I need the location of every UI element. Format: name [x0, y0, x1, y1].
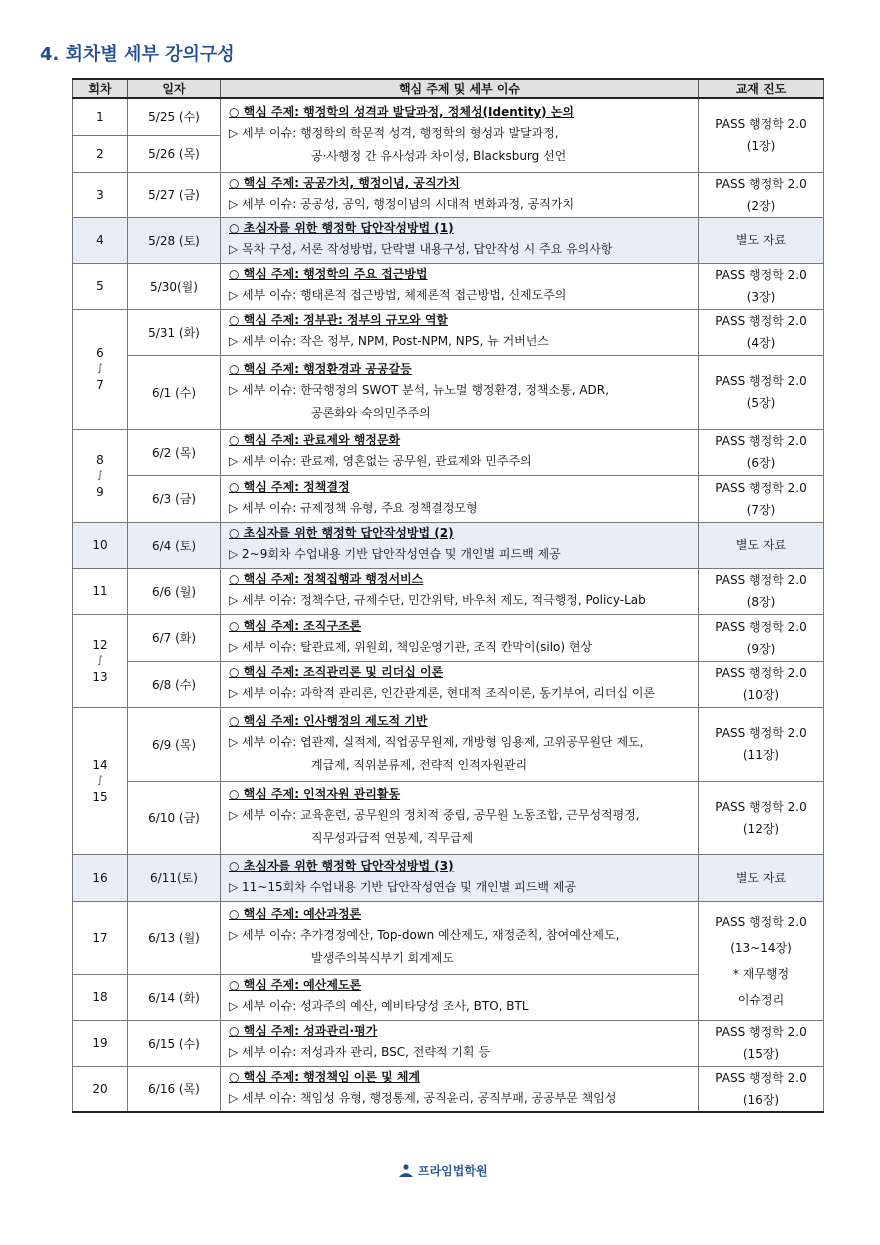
detail-issue-continued: 공·사행정 간 유사성과 차이성, Blacksburg 선언: [311, 148, 567, 163]
textbook-cell: [699, 781, 824, 854]
topic-cell: [221, 263, 699, 309]
session-date: 5/25 (수): [128, 98, 221, 135]
session-date: 5/28 (토): [128, 217, 221, 263]
session-date: 6/1 (수): [128, 355, 221, 429]
detail-issue: ▷ 세부 이슈: 과학적 관리론, 인간관계론, 현대적 조직이론, 동기부여, 리더십 이론: [229, 686, 656, 700]
session-number: 19: [73, 1020, 128, 1066]
topic-cell: [221, 309, 699, 355]
session-date: 6/16 (목): [128, 1066, 221, 1112]
textbook-chapter: (3장): [746, 290, 776, 304]
textbook-note-continued: 이슈정리: [737, 992, 785, 1007]
core-topic: ○ 핵심 주제: 정책집행과 행정서비스: [229, 572, 424, 586]
detail-issue-continued: 공론화와 숙의민주주의: [311, 405, 431, 420]
session-date: 5/26 (목): [128, 135, 221, 172]
table-row: [73, 854, 824, 901]
textbook-name: PASS 행정학 2.0: [715, 374, 807, 388]
textbook-chapter: (10장): [742, 688, 780, 702]
core-topic: ○ 핵심 주제: 조직구조론: [229, 618, 362, 633]
session-number-group: [73, 707, 128, 854]
session-date: 5/31 (화): [128, 309, 221, 355]
session-number: 20: [73, 1066, 128, 1112]
table-row: [73, 355, 824, 429]
topic-cell: [221, 974, 699, 1020]
textbook-name: PASS 행정학 2.0: [715, 799, 807, 814]
session-number: 13: [92, 669, 108, 684]
core-topic: ○ 핵심 주제: 조직관리론 및 리더십 이론: [229, 665, 444, 679]
session-date: 6/7 (화): [128, 614, 221, 661]
range-symbol: ∫: [97, 774, 103, 786]
table-row: [73, 217, 824, 263]
topic-cell: [221, 98, 699, 172]
detail-issue: ▷ 세부 이슈: 추가경정예산, Top-down 예산제도, 재정준칙, 참여예산제도,: [229, 928, 620, 942]
range-symbol: ∫: [97, 363, 103, 374]
textbook-chapter: (8장): [746, 595, 776, 609]
core-topic: ○ 핵심 주제: 인사행정의 제도적 기반: [229, 713, 428, 728]
table-header-row: [73, 79, 824, 98]
textbook-cell: [699, 854, 824, 901]
session-date: 6/4 (토): [128, 522, 221, 568]
textbook-name: 별도 자료: [735, 233, 787, 247]
topic-cell: [221, 429, 699, 475]
detail-issue: ▷ 세부 이슈: 행태론적 접근방법, 체제론적 접근방법, 신제도주의: [229, 288, 567, 302]
core-topic: ○ 핵심 주제: 행정학의 주요 접근방법: [229, 267, 428, 281]
detail-issue: ▷ 세부 이슈: 성과주의 예산, 예비타당성 조사, BTO, BTL: [229, 999, 529, 1013]
textbook-name: PASS 행정학 2.0: [715, 480, 807, 495]
textbook-name: PASS 행정학 2.0: [715, 268, 807, 282]
header-date: 일자: [128, 79, 221, 98]
textbook-chapter: (16장): [742, 1092, 780, 1107]
textbook-name: PASS 행정학 2.0: [715, 666, 807, 680]
textbook-name: PASS 행정학 2.0: [715, 117, 807, 132]
topic-cell: [221, 707, 699, 781]
textbook-cell: [699, 707, 824, 781]
core-topic: ○ 핵심 주제: 예산제도론: [229, 978, 362, 992]
academy-logo-icon: [398, 1163, 414, 1179]
textbook-chapter: (15장): [742, 1047, 780, 1061]
session-date: 6/3 (금): [128, 475, 221, 522]
footer-brand: [398, 1162, 488, 1179]
textbook-cell: [699, 263, 824, 309]
session-number: 6: [96, 346, 104, 360]
textbook-cell: [699, 217, 824, 263]
textbook-chapter: (5장): [746, 396, 776, 410]
range-symbol: ∫: [97, 654, 103, 666]
detail-issue: ▷ 세부 이슈: 공공성, 공익, 행정이념의 시대적 변화과정, 공직가치: [229, 196, 575, 211]
core-topic: ○ 핵심 주제: 행정환경과 공공갈등: [229, 361, 412, 376]
table-row: [73, 707, 824, 781]
textbook-name: PASS 행정학 2.0: [715, 1070, 807, 1085]
textbook-name: PASS 행정학 2.0: [715, 434, 807, 448]
section-title: 4. 회차별 세부 강의구성: [40, 44, 235, 65]
detail-issue: ▷ 세부 이슈: 작은 정부, NPM, Post-NPM, NPS, 뉴 거버넌스: [229, 334, 549, 348]
header-textbook: 교재 진도: [699, 79, 824, 98]
detail-issue: ▷ 세부 이슈: 행정학의 학문적 성격, 행정학의 형성과 발달과정,: [229, 125, 559, 140]
session-number: 11: [73, 568, 128, 614]
textbook-cell: [699, 98, 824, 172]
textbook-cell: [699, 172, 824, 217]
core-topic: ○ 핵심 주제: 성과관리·평가: [229, 1024, 378, 1038]
topic-cell: [221, 854, 699, 901]
core-topic: ○ 핵심 주제: 정부관: 정부의 규모와 역할: [229, 313, 449, 327]
core-topic: ○ 초심자를 위한 행정학 답안작성방법 (2): [229, 526, 454, 540]
core-topic: ○ 핵심 주제: 예산과정론: [229, 907, 362, 921]
textbook-name: PASS 행정학 2.0: [715, 914, 807, 929]
table-row: [73, 309, 824, 355]
detail-issue: ▷ 세부 이슈: 엽관제, 실적제, 직업공무원제, 개방형 임용제, 고위공무원단 제도,: [229, 734, 644, 749]
topic-cell: [221, 217, 699, 263]
session-date: 6/6 (월): [128, 568, 221, 614]
table-row: [73, 781, 824, 854]
textbook-cell: [699, 901, 824, 1020]
topic-cell: [221, 522, 699, 568]
core-topic: ○ 핵심 주제: 행정책임 이론 및 체계: [229, 1069, 421, 1084]
textbook-cell: [699, 309, 824, 355]
detail-issue: ▷ 세부 이슈: 교육훈련, 공무원의 정치적 중립, 공무원 노동조합, 근무성적평정,: [229, 808, 640, 822]
topic-cell: [221, 781, 699, 854]
session-number: 17: [73, 901, 128, 974]
textbook-cell: [699, 1066, 824, 1112]
textbook-chapter: (13~14장): [730, 940, 792, 955]
textbook-name: PASS 행정학 2.0: [715, 176, 807, 191]
topic-cell: [221, 355, 699, 429]
core-topic: ○ 초심자를 위한 행정학 답안작성방법 (3): [229, 858, 454, 873]
textbook-cell: [699, 614, 824, 661]
textbook-cell: [699, 429, 824, 475]
session-date: 5/27 (금): [128, 172, 221, 217]
table-row: [73, 263, 824, 309]
detail-issue-continued: 계급제, 직위분류제, 전략적 인적자원관리: [311, 757, 528, 772]
session-date: 5/30(월): [128, 263, 221, 309]
textbook-name: PASS 행정학 2.0: [715, 1025, 807, 1039]
core-topic: ○ 핵심 주제: 관료제와 행정문화: [229, 433, 401, 447]
session-number: 8: [96, 452, 104, 467]
detail-issue-continued: 발생주의복식부기 회계제도: [311, 951, 454, 965]
session-number: 2: [73, 135, 128, 172]
textbook-chapter: (4장): [746, 336, 776, 350]
textbook-name: PASS 행정학 2.0: [715, 726, 807, 740]
session-date: 6/10 (금): [128, 781, 221, 854]
core-topic: ○ 초심자를 위한 행정학 답안작성방법 (1): [229, 221, 454, 235]
textbook-chapter: (11장): [742, 748, 780, 762]
detail-issue-continued: 직무성과급적 연봉제, 직무급제: [311, 831, 474, 845]
table-row: [73, 429, 824, 475]
topic-cell: [221, 172, 699, 217]
table-row: [73, 98, 824, 135]
detail-issue: ▷ 세부 이슈: 정책수단, 규제수단, 민간위탁, 바우처 제도, 적극행정, Policy-Lab: [229, 593, 646, 607]
topic-cell: [221, 568, 699, 614]
textbook-chapter: (9장): [746, 641, 776, 656]
topic-cell: [221, 661, 699, 707]
table-row: [73, 1066, 824, 1112]
session-date: 6/11(토): [128, 854, 221, 901]
session-number: 10: [73, 522, 128, 568]
topic-cell: [221, 475, 699, 522]
session-number: 1: [73, 98, 128, 135]
detail-issue: ▷ 세부 이슈: 규제정책 유형, 주요 정책결정모형: [229, 500, 478, 515]
detail-issue: ▷ 세부 이슈: 관료제, 영혼없는 공무원, 관료제와 민주주의: [229, 454, 532, 468]
textbook-chapter: (12장): [742, 821, 780, 836]
session-number: 9: [96, 484, 104, 499]
header-topic: 핵심 주제 및 세부 이슈: [221, 79, 699, 98]
textbook-cell: [699, 568, 824, 614]
session-number: 15: [92, 789, 108, 804]
textbook-chapter: (7장): [746, 502, 776, 517]
textbook-name: PASS 행정학 2.0: [715, 314, 807, 328]
table-row: [73, 475, 824, 522]
table-row: [73, 661, 824, 707]
core-topic: ○ 핵심 주제: 행정학의 성격과 발달과정, 정체성(Identity) 논의: [229, 104, 575, 119]
table-row: [73, 172, 824, 217]
brand-name: 프라임법학원: [418, 1164, 488, 1178]
textbook-chapter: (2장): [746, 198, 776, 213]
topic-cell: [221, 1020, 699, 1066]
textbook-cell: [699, 475, 824, 522]
session-number: 3: [73, 172, 128, 217]
range-symbol: ∫: [97, 469, 103, 481]
textbook-note: * 재무행정: [732, 966, 790, 981]
textbook-name: 별도 자료: [735, 538, 787, 552]
session-number-group: [73, 614, 128, 707]
textbook-chapter: (1장): [746, 139, 776, 154]
session-number-group: [73, 429, 128, 522]
table-row: [73, 522, 824, 568]
textbook-chapter: (6장): [746, 456, 776, 470]
textbook-cell: [699, 355, 824, 429]
textbook-cell: [699, 522, 824, 568]
core-topic: ○ 핵심 주제: 인적자원 관리활동: [229, 787, 401, 801]
table-row: [73, 568, 824, 614]
session-number: 4: [73, 217, 128, 263]
core-topic: ○ 핵심 주제: 정책결정: [229, 479, 350, 494]
textbook-cell: [699, 1020, 824, 1066]
detail-issue: ▷ 세부 이슈: 책임성 유형, 행정통제, 공직윤리, 공직부패, 공공부문 책임성: [229, 1090, 617, 1105]
textbook-name: PASS 행정학 2.0: [715, 619, 807, 634]
lecture-schedule-table: [72, 78, 824, 1113]
session-number: 14: [92, 757, 108, 772]
textbook-name: 별도 자료: [735, 870, 787, 885]
table-row: [73, 901, 824, 974]
detail-issue: ▷ 11~15회차 수업내용 기반 답안작성연습 및 개인별 피드백 제공: [229, 879, 576, 894]
detail-issue: ▷ 2~9회차 수업내용 기반 답안작성연습 및 개인별 피드백 제공: [229, 547, 561, 561]
session-number: 16: [73, 854, 128, 901]
session-date: 6/9 (목): [128, 707, 221, 781]
session-number: 18: [73, 974, 128, 1020]
session-number: 12: [92, 637, 108, 652]
session-number-group: [73, 309, 128, 429]
detail-issue: ▷ 세부 이슈: 한국행정의 SWOT 분석, 뉴노멀 행정환경, 정책소통, ADR,: [229, 382, 609, 397]
session-date: 6/13 (월): [128, 901, 221, 974]
header-session: 회차: [73, 79, 128, 98]
table-row: [73, 1020, 824, 1066]
session-date: 6/15 (수): [128, 1020, 221, 1066]
topic-cell: [221, 1066, 699, 1112]
topic-cell: [221, 901, 699, 974]
session-date: 6/14 (화): [128, 974, 221, 1020]
session-date: 6/2 (목): [128, 429, 221, 475]
detail-issue: ▷ 세부 이슈: 탈관료제, 위원회, 책임운영기관, 조직 칸막이(silo) 현상: [229, 639, 593, 654]
textbook-name: PASS 행정학 2.0: [715, 573, 807, 587]
table-row: [73, 614, 824, 661]
detail-issue: ▷ 목차 구성, 서론 작성방법, 단락별 내용구성, 답안작성 시 주요 유의사항: [229, 242, 613, 256]
detail-issue: ▷ 세부 이슈: 저성과자 관리, BSC, 전략적 기획 등: [229, 1045, 490, 1059]
textbook-cell: [699, 661, 824, 707]
session-number: 5: [73, 263, 128, 309]
topic-cell: [221, 614, 699, 661]
core-topic: ○ 핵심 주제: 공공가치, 행정이념, 공직가치: [229, 175, 460, 190]
session-date: 6/8 (수): [128, 661, 221, 707]
session-number: 7: [96, 378, 104, 392]
